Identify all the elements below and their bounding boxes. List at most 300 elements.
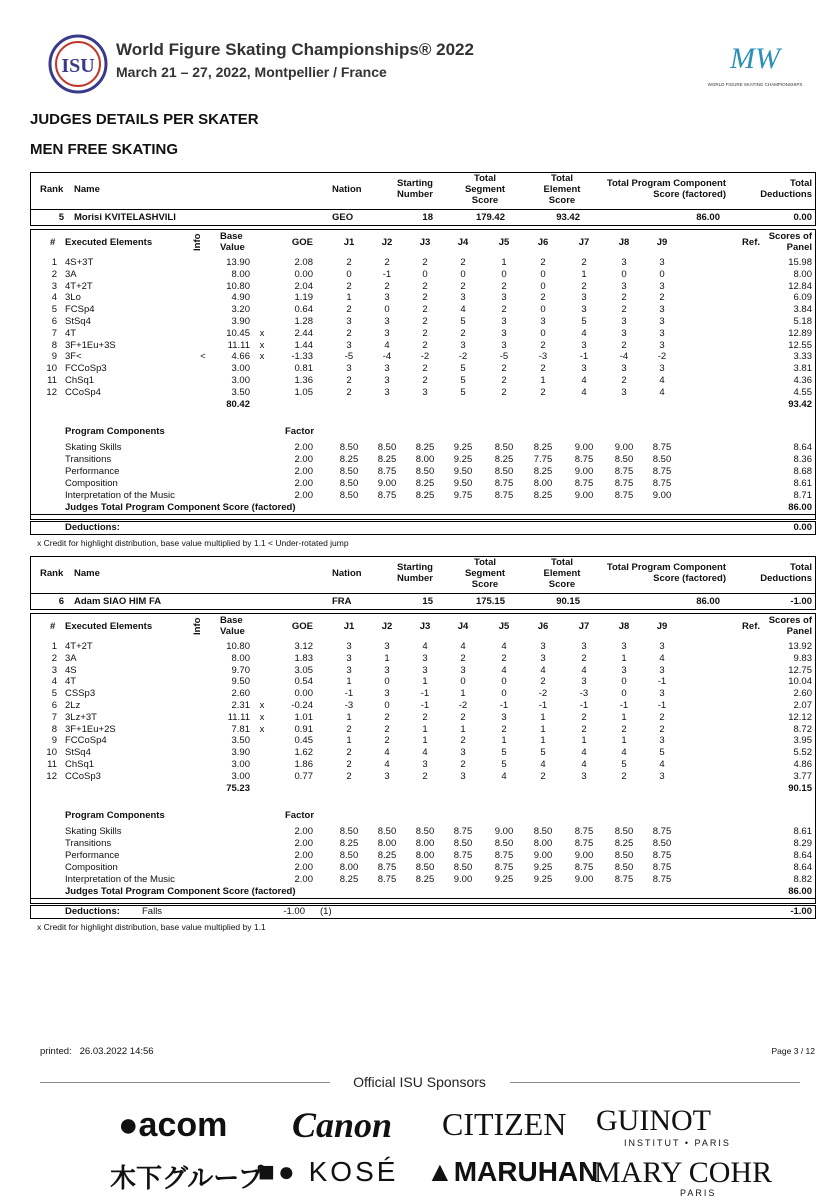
element-x: x xyxy=(259,712,265,723)
el-header-judge: J3 xyxy=(419,237,431,248)
summary-header-tss: Total xyxy=(474,557,496,568)
summary-header-tes3: Score xyxy=(548,579,576,590)
el-header-base: Base xyxy=(220,231,243,242)
skater-tpc: 86.00 xyxy=(696,212,720,223)
element-judge-score: 3 xyxy=(460,747,466,758)
element-judge-score: 2 xyxy=(460,735,466,746)
element-judge-score: -1 xyxy=(619,700,629,711)
element-judge-score: 3 xyxy=(540,316,546,327)
element-panel-score: 5.18 xyxy=(793,316,812,327)
element-judge-score: 0 xyxy=(621,676,627,687)
element-judge-score: 3 xyxy=(422,653,428,664)
component-judge-score: 8.75 xyxy=(453,826,473,837)
element-code: StSq4 xyxy=(65,316,91,327)
element-judge-score: 0 xyxy=(501,688,507,699)
el-header-info: Info xyxy=(192,617,203,635)
pc-total-divider xyxy=(30,898,816,899)
component-judge-score: 8.50 xyxy=(652,838,672,849)
element-judge-score: 3 xyxy=(659,281,665,292)
element-judge-score: 3 xyxy=(384,363,390,374)
component-factor: 2.00 xyxy=(294,874,313,885)
element-panel-score: 8.00 xyxy=(793,269,812,280)
element-code: 3A xyxy=(65,653,77,664)
element-goe: 0.64 xyxy=(294,304,313,315)
element-judge-score: 3 xyxy=(659,257,665,268)
el-header-goe: GOE xyxy=(291,237,313,248)
element-judge-score: -1 xyxy=(344,688,354,699)
element-judge-score: -1 xyxy=(538,700,548,711)
element-judge-score: 2 xyxy=(621,771,627,782)
element-judge-score: 2 xyxy=(501,304,507,315)
element-judge-score: 2 xyxy=(621,375,627,386)
element-judge-score: 2 xyxy=(422,292,428,303)
el-header-judge: J6 xyxy=(537,237,549,248)
element-panel-score: 3.95 xyxy=(793,735,812,746)
element-goe: 1.62 xyxy=(294,747,313,758)
element-judge-score: 5 xyxy=(621,759,627,770)
element-judge-score: 2 xyxy=(422,375,428,386)
component-judge-score: 8.50 xyxy=(415,826,435,837)
element-base: 9.50 xyxy=(231,676,250,687)
element-panel-score: 4.55 xyxy=(793,387,812,398)
element-judge-score: 3 xyxy=(581,304,587,315)
element-goe: 1.36 xyxy=(294,375,313,386)
element-judge-score: 2 xyxy=(346,281,352,292)
element-judge-score: 3 xyxy=(346,340,352,351)
acom-icon: ● xyxy=(118,1106,139,1144)
summary-header-start: Starting xyxy=(397,562,433,573)
el-header-judge: J2 xyxy=(381,237,393,248)
component-judge-score: 8.25 xyxy=(533,490,553,501)
element-judge-score: 4 xyxy=(422,747,428,758)
element-judge-score: 3 xyxy=(501,292,507,303)
summary-header-ded: Total xyxy=(790,178,812,189)
element-code: 4T xyxy=(65,676,77,687)
element-judge-score: 2 xyxy=(422,771,428,782)
element-num: 7 xyxy=(51,712,57,723)
element-x: x xyxy=(259,351,265,362)
deductions-detail: Falls xyxy=(142,906,163,917)
component-judge-score: 8.50 xyxy=(494,838,514,849)
element-judge-score: -1 xyxy=(657,700,667,711)
element-judge-score: 2 xyxy=(422,304,428,315)
element-base: 3.00 xyxy=(231,759,250,770)
element-goe: 1.05 xyxy=(294,387,313,398)
el-header-judge: J6 xyxy=(537,621,549,632)
element-goe: -0.24 xyxy=(291,700,313,711)
element-judge-score: 5 xyxy=(659,747,665,758)
tes-total: 90.15 xyxy=(788,783,812,794)
element-num: 3 xyxy=(51,665,57,676)
element-judge-score: 3 xyxy=(581,641,587,652)
event-dates: March 21 – 27, 2022, Montpellier / France xyxy=(116,64,387,80)
sponsor-acom: ●acom xyxy=(118,1106,228,1144)
summary-header-nation: Nation xyxy=(332,184,362,195)
element-judge-score: 2 xyxy=(422,363,428,374)
component-judge-score: 8.00 xyxy=(339,862,359,873)
skater-name: Adam SIAO HIM FA xyxy=(74,596,162,607)
deductions-value: -1.00 xyxy=(283,906,305,917)
element-goe: 1.01 xyxy=(294,712,313,723)
element-code: 3F< xyxy=(65,351,82,362)
element-judge-score: 4 xyxy=(659,759,665,770)
element-goe: 1.28 xyxy=(294,316,313,327)
component-judge-score: 8.00 xyxy=(533,478,553,489)
element-judge-score: -2 xyxy=(538,688,548,699)
element-judge-score: 3 xyxy=(659,363,665,374)
element-judge-score: 2 xyxy=(581,724,587,735)
skater-tpc: 86.00 xyxy=(696,596,720,607)
el-header-judge: J1 xyxy=(343,621,355,632)
element-code: CCoSp3 xyxy=(65,771,101,782)
summary-header-tpc: Total Program Component xyxy=(606,178,726,189)
component-judge-score: 8.50 xyxy=(339,442,359,453)
element-goe: 0.91 xyxy=(294,724,313,735)
element-judge-score: 2 xyxy=(460,759,466,770)
component-judge-score: 8.75 xyxy=(574,826,594,837)
component-judge-score: 8.75 xyxy=(614,466,634,477)
element-judge-score: 3 xyxy=(581,292,587,303)
element-judge-score: 3 xyxy=(621,328,627,339)
summary-header-tes2: Element xyxy=(543,568,581,579)
el-header-goe: GOE xyxy=(291,621,313,632)
element-judge-score: 0 xyxy=(460,676,466,687)
component-judge-score: 9.25 xyxy=(494,874,514,885)
element-code: StSq4 xyxy=(65,747,91,758)
element-code: 3A xyxy=(65,269,77,280)
component-judge-score: 8.25 xyxy=(415,874,435,885)
element-judge-score: 2 xyxy=(422,316,428,327)
component-judge-score: 8.50 xyxy=(339,478,359,489)
element-panel-score: 13.92 xyxy=(788,641,812,652)
element-judge-score: 0 xyxy=(501,676,507,687)
element-judge-score: 2 xyxy=(346,375,352,386)
component-judge-score: 8.75 xyxy=(494,862,514,873)
component-judge-score: 8.25 xyxy=(614,838,634,849)
component-judge-score: 9.00 xyxy=(533,850,553,861)
component-judge-score: 9.00 xyxy=(574,466,594,477)
el-header-judge: J4 xyxy=(457,237,469,248)
element-judge-score: 2 xyxy=(384,281,390,292)
component-judge-score: 8.50 xyxy=(533,826,553,837)
element-judge-score: 1 xyxy=(460,688,466,699)
skater-nation: GEO xyxy=(332,212,354,223)
summary-header-tpc2: Score (factored) xyxy=(653,189,726,200)
base-value-total: 75.23 xyxy=(226,783,250,794)
pc-factor-header: Factor xyxy=(285,426,315,437)
element-panel-score: 12.84 xyxy=(788,281,812,292)
el-header-judge: J5 xyxy=(498,621,510,632)
element-judge-score: 3 xyxy=(621,257,627,268)
skater-nation: FRA xyxy=(332,596,352,607)
element-goe: 0.54 xyxy=(294,676,313,687)
element-judge-score: -4 xyxy=(382,351,392,362)
element-code: CSSp3 xyxy=(65,688,96,699)
component-judge-score: 8.50 xyxy=(415,862,435,873)
component-panel-score: 8.61 xyxy=(793,478,812,489)
summary-header-start2: Number xyxy=(397,189,433,200)
element-judge-score: 0 xyxy=(460,269,466,280)
el-header-judge: J2 xyxy=(381,621,393,632)
component-judge-score: 9.00 xyxy=(652,490,672,501)
deductions-total: -1.00 xyxy=(790,906,812,917)
component-name: Transitions xyxy=(65,454,112,465)
component-judge-score: 8.50 xyxy=(453,838,473,849)
summary-header-start: Starting xyxy=(397,178,433,189)
deductions-label: Deductions: xyxy=(65,906,120,917)
element-judge-score: 0 xyxy=(621,688,627,699)
summary-header-name: Name xyxy=(74,184,100,195)
element-panel-score: 12.55 xyxy=(788,340,812,351)
element-judge-score: 2 xyxy=(460,257,466,268)
element-judge-score: 3 xyxy=(422,387,428,398)
component-judge-score: 8.75 xyxy=(574,838,594,849)
component-judge-score: 8.00 xyxy=(415,850,435,861)
element-judge-score: 3 xyxy=(621,363,627,374)
element-judge-score: 2 xyxy=(501,281,507,292)
element-judge-score: 1 xyxy=(460,724,466,735)
summary-header-rank: Rank xyxy=(40,184,64,195)
component-judge-score: 8.75 xyxy=(377,874,397,885)
element-info: < xyxy=(200,351,206,362)
element-base: 10.80 xyxy=(226,641,250,652)
element-judge-score: 2 xyxy=(540,363,546,374)
element-x: x xyxy=(259,340,265,351)
component-judge-score: 8.25 xyxy=(415,442,435,453)
element-judge-score: 0 xyxy=(540,328,546,339)
element-base: 4.90 xyxy=(231,292,250,303)
element-panel-score: 2.60 xyxy=(793,688,812,699)
element-judge-score: 1 xyxy=(621,653,627,664)
component-judge-score: 8.25 xyxy=(533,442,553,453)
element-judge-score: 0 xyxy=(540,304,546,315)
component-judge-score: 8.75 xyxy=(574,454,594,465)
tes-total: 93.42 xyxy=(788,399,812,410)
element-judge-score: 2 xyxy=(501,653,507,664)
sponsors-title: Official ISU Sponsors xyxy=(353,1074,486,1090)
element-panel-score: 15.98 xyxy=(788,257,812,268)
element-judge-score: 3 xyxy=(346,665,352,676)
element-num: 12 xyxy=(46,387,57,398)
deductions-count: (1) xyxy=(320,906,332,917)
el-header-num: # xyxy=(50,237,56,248)
element-base: 7.81 xyxy=(231,724,250,735)
component-panel-score: 8.64 xyxy=(793,850,812,861)
element-judge-score: 2 xyxy=(540,387,546,398)
sponsor-guinot-sub: INSTITUT • PARIS xyxy=(624,1138,731,1148)
element-judge-score: 3 xyxy=(384,316,390,327)
element-judge-score: 2 xyxy=(460,328,466,339)
element-code: 2Lz xyxy=(65,700,81,711)
el-header-base2: Value xyxy=(220,626,245,637)
element-panel-score: 2.07 xyxy=(793,700,812,711)
element-judge-score: -5 xyxy=(344,351,354,362)
component-judge-score: 8.75 xyxy=(494,490,514,501)
component-judge-score: 8.25 xyxy=(494,454,514,465)
element-goe: 1.83 xyxy=(294,653,313,664)
component-panel-score: 8.68 xyxy=(793,466,812,477)
element-judge-score: 2 xyxy=(621,724,627,735)
element-base: 2.60 xyxy=(231,688,250,699)
component-panel-score: 8.36 xyxy=(793,454,812,465)
element-code: FCCoSp4 xyxy=(65,735,107,746)
element-judge-score: 2 xyxy=(346,328,352,339)
element-judge-score: 2 xyxy=(540,771,546,782)
element-judge-score: 2 xyxy=(460,653,466,664)
segment-title: MEN FREE SKATING xyxy=(30,141,179,158)
element-panel-score: 5.52 xyxy=(793,747,812,758)
element-judge-score: 1 xyxy=(422,735,428,746)
element-panel-score: 12.89 xyxy=(788,328,812,339)
component-judge-score: 9.00 xyxy=(614,442,634,453)
element-judge-score: 2 xyxy=(540,676,546,687)
component-panel-score: 8.64 xyxy=(793,862,812,873)
component-judge-score: 8.50 xyxy=(415,466,435,477)
element-judge-score: -1 xyxy=(579,700,589,711)
element-judge-score: 1 xyxy=(581,735,587,746)
element-base: 10.80 xyxy=(226,281,250,292)
element-judge-score: 3 xyxy=(621,387,627,398)
element-num: 9 xyxy=(51,735,57,746)
element-judge-score: 2 xyxy=(659,292,665,303)
base-value-total: 80.42 xyxy=(226,399,250,410)
element-judge-score: 3 xyxy=(581,771,587,782)
element-judge-score: 5 xyxy=(581,316,587,327)
element-num: 3 xyxy=(51,281,57,292)
component-factor: 2.00 xyxy=(294,490,313,501)
component-judge-score: 8.75 xyxy=(377,466,397,477)
element-judge-score: 3 xyxy=(460,340,466,351)
component-judge-score: 9.25 xyxy=(533,874,553,885)
sponsor-mary-cohr: MARY COHR xyxy=(594,1156,773,1189)
element-judge-score: 4 xyxy=(621,747,627,758)
element-judge-score: -1 xyxy=(382,269,392,280)
summary-divider xyxy=(30,593,816,594)
el-header-judge: J8 xyxy=(618,621,630,632)
element-judge-score: 1 xyxy=(540,375,546,386)
el-header-judge: J1 xyxy=(343,237,355,248)
worlds-logo-caption: WORLD FIGURE SKATING CHAMPIONSHIPS xyxy=(707,82,803,87)
element-judge-score: 2 xyxy=(540,340,546,351)
element-judge-score: 3 xyxy=(501,712,507,723)
el-header-info: Info xyxy=(192,233,203,251)
element-judge-score: 1 xyxy=(540,735,546,746)
element-judge-score: 5 xyxy=(460,316,466,327)
element-judge-score: 1 xyxy=(346,712,352,723)
worlds-logo xyxy=(707,28,803,108)
element-x: x xyxy=(259,724,265,735)
element-judge-score: -2 xyxy=(458,351,468,362)
element-code: ChSq1 xyxy=(65,759,95,770)
element-judge-score: 2 xyxy=(501,375,507,386)
element-base: 3.50 xyxy=(231,735,250,746)
component-judge-score: 9.00 xyxy=(574,874,594,885)
element-judge-score: 1 xyxy=(422,724,428,735)
element-judge-score: 2 xyxy=(501,387,507,398)
element-judge-score: -1 xyxy=(499,700,509,711)
element-panel-score: 12.75 xyxy=(788,665,812,676)
component-judge-score: 8.75 xyxy=(652,874,672,885)
element-base: 13.90 xyxy=(226,257,250,268)
component-factor: 2.00 xyxy=(294,478,313,489)
element-judge-score: 1 xyxy=(581,269,587,280)
element-panel-score: 10.04 xyxy=(788,676,812,687)
element-judge-score: 3 xyxy=(384,328,390,339)
component-name: Transitions xyxy=(65,838,112,849)
element-code: 3Lz+3T xyxy=(65,712,97,723)
component-factor: 2.00 xyxy=(294,454,313,465)
element-num: 8 xyxy=(51,724,57,735)
deductions-box xyxy=(30,521,816,535)
component-name: Interpretation of the Music xyxy=(65,490,175,501)
element-code: 4T xyxy=(65,328,77,339)
skater-ded: 0.00 xyxy=(793,212,812,223)
element-judge-score: 3 xyxy=(659,665,665,676)
element-num: 10 xyxy=(46,363,57,374)
component-judge-score: 8.75 xyxy=(574,478,594,489)
element-judge-score: 3 xyxy=(659,328,665,339)
element-judge-score: 2 xyxy=(659,712,665,723)
component-judge-score: 9.25 xyxy=(453,454,473,465)
sponsor-kose: ■● KOSÉ xyxy=(258,1156,399,1187)
element-base: 2.31 xyxy=(231,700,250,711)
element-base: 10.45 xyxy=(226,328,250,339)
element-goe: 2.04 xyxy=(294,281,313,292)
element-num: 2 xyxy=(51,269,57,280)
element-num: 1 xyxy=(51,257,57,268)
element-x: x xyxy=(259,328,265,339)
element-judge-score: 3 xyxy=(384,688,390,699)
isu-logo xyxy=(48,34,108,94)
element-num: 1 xyxy=(51,641,57,652)
el-header-panel2: Panel xyxy=(786,242,812,253)
element-judge-score: 4 xyxy=(581,759,587,770)
component-judge-score: 8.75 xyxy=(614,478,634,489)
el-header-judge: J5 xyxy=(498,237,510,248)
element-judge-score: 3 xyxy=(346,316,352,327)
element-code: FCCoSp3 xyxy=(65,363,107,374)
component-judge-score: 8.00 xyxy=(377,838,397,849)
element-judge-score: 3 xyxy=(659,771,665,782)
summary-header-tss3: Score xyxy=(471,579,499,590)
component-panel-score: 8.61 xyxy=(793,826,812,837)
element-judge-score: 2 xyxy=(346,257,352,268)
element-judge-score: 2 xyxy=(422,328,428,339)
element-goe: 1.19 xyxy=(294,292,313,303)
summary-header-name: Name xyxy=(74,568,100,579)
component-judge-score: 8.75 xyxy=(652,826,672,837)
element-judge-score: 4 xyxy=(540,665,546,676)
element-judge-score: 4 xyxy=(501,771,507,782)
element-code: 4S xyxy=(65,665,77,676)
element-num: 8 xyxy=(51,340,57,351)
element-judge-score: 2 xyxy=(346,304,352,315)
element-judge-score: 1 xyxy=(346,292,352,303)
el-header-ref: Ref. xyxy=(742,621,760,632)
component-name: Composition xyxy=(65,478,118,489)
summary-header-start2: Number xyxy=(397,573,433,584)
worlds-logo-mark: MW xyxy=(730,42,780,75)
element-judge-score: 5 xyxy=(460,387,466,398)
summary-header-ded2: Deductions xyxy=(760,573,812,584)
element-judge-score: 2 xyxy=(621,292,627,303)
summary-header-rank: Rank xyxy=(40,568,64,579)
component-judge-score: 8.25 xyxy=(533,466,553,477)
element-base: 3.00 xyxy=(231,771,250,782)
element-num: 6 xyxy=(51,316,57,327)
element-judge-score: -2 xyxy=(657,351,667,362)
component-panel-score: 8.71 xyxy=(793,490,812,501)
